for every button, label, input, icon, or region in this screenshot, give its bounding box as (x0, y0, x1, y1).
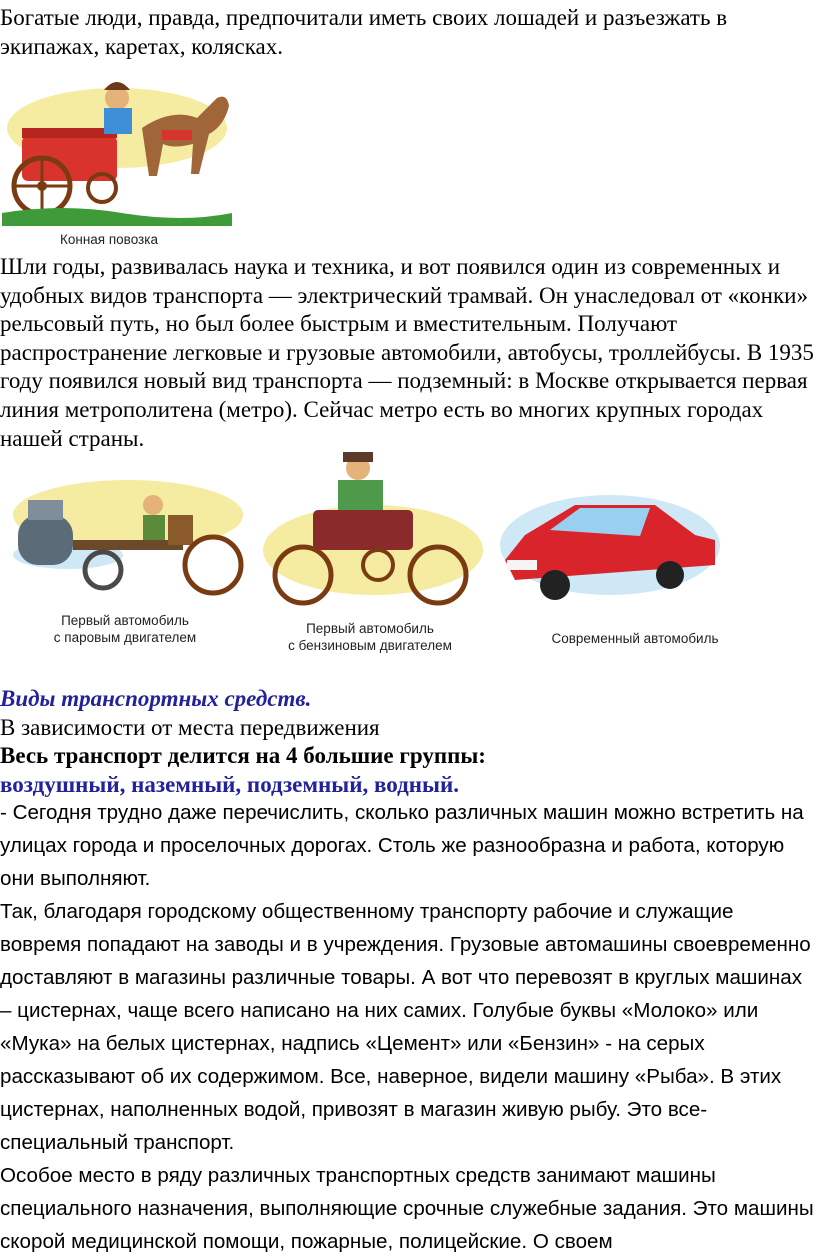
modern-car-illustration (495, 475, 725, 615)
body-paragraph-1: - Сегодня трудно даже перечислить, сколько различных машин можно встретить на улицах города и проселочных дорогах. Столь же разнообразна и работа, которую они выполняют. (0, 801, 804, 890)
section-heading: Виды транспортных средств. (0, 686, 312, 711)
body-paragraph-2: Так, благодаря городскому общественному транспорту рабочие и служащие вовремя попадают на заводы и в учреждения. Грузовые автомашины своевременно доставляют в магазины различные товары. А вот что перевозят в круглых машинах – цистернах, чаще всего написано на них самих. Голубые буквы «Молоко» или «Мука» на белых цистернах, надпись «Цемент» или «Бензин» - на серых рассказывают об их содержимом. Все, наверное, видели машину «Рыба». В этих цистернах, наполненных водой, привозят в магазин живую рыбу. Это все-специальный транспорт. (0, 900, 811, 1154)
history-text: Шли годы, развивалась наука и техника, и вот появился один из современных и удобных видов транспорта — электрический трамвай. Он унаследовал от «конки» рельсовый путь, но был более быстрым и вместительным. Получают распространение легковые и грузовые автомобили, автобусы, троллейбусы. В 1935 году появился новый вид транспорта — подземный: в Москве открывается первая линия метрополитена (метро). Сейчас метро есть во многих крупных городах нашей страны. (0, 254, 814, 451)
body-paragraph-3: Особое место в ряду различных транспортных средств занимают машины специального назначения, выполняющие срочные служебные задания. Это машины скорой медицинской помощи, пожарные, полицейские. О своем (0, 1164, 814, 1253)
types-line-3: воздушный, наземный, подземный, водный. (0, 771, 459, 797)
body-section (0, 796, 814, 1258)
intro-paragraph (0, 4, 814, 61)
figure1-caption: Конная повозка (60, 232, 158, 247)
figure2-caption-3: Современный автомобиль (551, 631, 719, 646)
types-line-2: Весь транспорт делится на 4 большие группы: (0, 743, 486, 769)
intro-text: Богатые люди, правда, предпочитали иметь своих лошадей и разъезжать в экипажах, каретах, колясках. (0, 5, 728, 59)
horse-carriage-illustration (2, 68, 232, 226)
figure2-caption-1: Первый автомобиль с паровым двигателем (53, 613, 197, 645)
types-line-1: В зависимости от места передвижения (0, 714, 380, 740)
figure2-caption-2: Первый автомобиль с бензиновым двигателем (288, 621, 452, 653)
history-paragraph (0, 253, 814, 453)
steam-car-illustration (8, 460, 248, 610)
types-section (0, 685, 814, 799)
petrol-car-illustration (258, 450, 488, 615)
